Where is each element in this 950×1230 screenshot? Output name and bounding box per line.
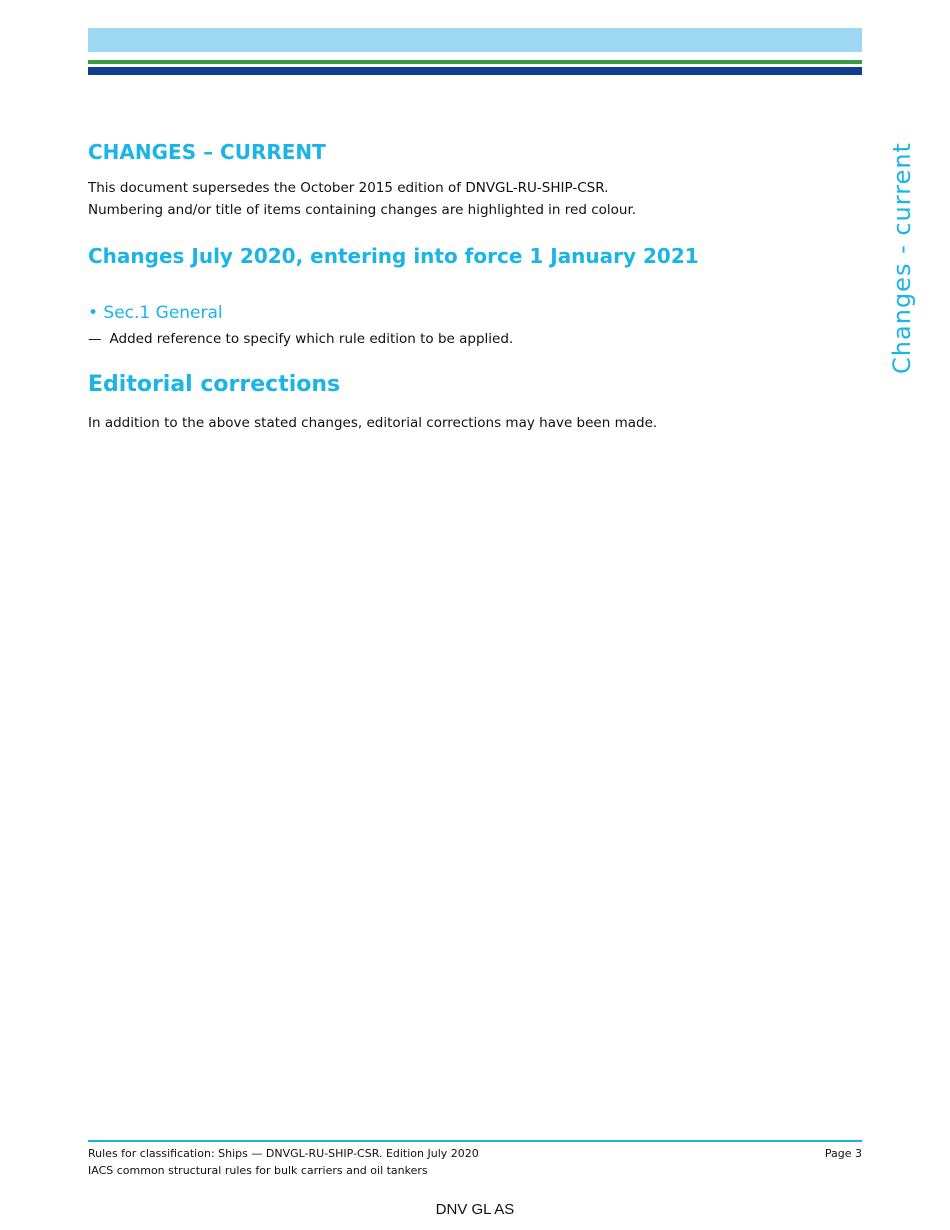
footer-line-1: Rules for classification: Ships — DNVGL-RU-SHIP-CSR. Edition July 2020 <box>88 1147 479 1160</box>
change-bullet-sec1: • Sec.1 General <box>88 303 223 323</box>
change-detail-sec1 <box>88 329 513 349</box>
footer-company: DNV GL AS <box>435 1201 515 1218</box>
change-detail-text: Added reference to specify which rule edition to be applied. <box>109 331 514 347</box>
editorial-text: In addition to the above stated changes, editorial corrections may have been made. <box>88 415 658 431</box>
intro-line-2: Numbering and/or title of items containing changes are highlighted in red colour. <box>88 202 637 218</box>
dash-marker: — <box>88 331 102 347</box>
footer-rule <box>88 1140 862 1142</box>
editorial-title: Editorial corrections <box>88 372 341 397</box>
side-tab-label: Changes - current <box>888 142 916 374</box>
footer-page-number: Page 3 <box>824 1147 862 1160</box>
footer-line-2: IACS common structural rules for bulk carriers and oil tankers <box>88 1164 428 1177</box>
section-title: CHANGES – CURRENT <box>88 140 326 164</box>
header-band-light <box>88 28 862 52</box>
changes-title: Changes July 2020, entering into force 1 January 2021 <box>88 244 699 268</box>
header-band-green <box>88 60 862 64</box>
header-band-navy <box>88 67 862 75</box>
intro-line-1: This document supersedes the October 2015 edition of DNVGL-RU-SHIP-CSR. <box>88 180 609 196</box>
